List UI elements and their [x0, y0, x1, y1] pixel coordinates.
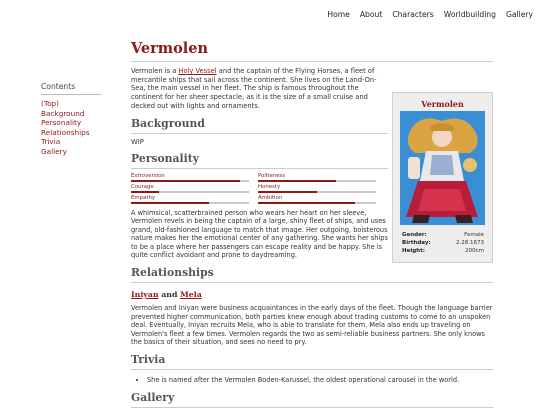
table-of-contents	[41, 82, 101, 157]
infobox-title: Vermolen	[421, 99, 464, 109]
trait-bar-fill	[258, 191, 317, 193]
trait-extroversion	[131, 173, 249, 182]
relationships-heading: Relationships	[131, 266, 493, 283]
trait-label: Honesty	[258, 183, 281, 190]
trait-bar-track	[131, 191, 249, 193]
trait-bar-fill	[258, 180, 336, 182]
nav-gallery[interactable]: Gallery	[505, 10, 533, 19]
trait-bar-fill	[131, 191, 159, 193]
relationship-text: Vermolen and Iniyan were business acquaintances in the early days of the fleet. Though the language barrier prevented higher communication, both parties knew enough about trading customs to come to an unspoken deal. Eventually, Iniyan recruits Mela, who is able to translate for them. Mela also ends up traveling on Vermolen's fleet a few times. Vermolen regards the two as semi-reliable business partners. She only knows the basics of their situation, and sees no need to pry.	[131, 304, 493, 347]
toc-item-background[interactable]: Background	[41, 108, 85, 118]
trivia-item: • She is named after the Vermolen Boden-Karussel, the oldest operational carousel in the world.	[147, 376, 493, 385]
trait-bar-track	[131, 180, 249, 182]
trait-label: Courage	[131, 183, 154, 190]
trivia-heading: Trivia	[131, 353, 493, 370]
trait-bar-track	[258, 202, 376, 204]
trivia-list	[131, 376, 493, 385]
toc-item-gallery[interactable]: Gallery	[41, 146, 67, 156]
toc-item-personality[interactable]: Personality	[41, 118, 82, 128]
trait-courage	[131, 184, 249, 193]
infobox-key: Gender:	[402, 232, 427, 238]
intro-text-end: and the captain of the Flying Horses, a fleet of mercantile ships that sail across the continent. She lives on the Land-On-Sea, the main vessel in her fleet. The ship is famous throughout the continent for her sheer spectacle, as it is the size of a small cruise and decked out with lights and ornaments.	[131, 67, 377, 110]
character-portrait-image[interactable]	[400, 111, 485, 225]
relationship-title	[131, 290, 493, 299]
nav-about[interactable]: About	[359, 10, 383, 19]
toc-item-relationships[interactable]: Relationships	[41, 127, 90, 137]
iniyan-link[interactable]: Iniyan	[131, 290, 159, 300]
toc-title: Contents	[41, 82, 101, 95]
page-title: Vermolen	[131, 40, 493, 62]
nav-characters[interactable]: Characters	[392, 10, 434, 19]
portrait-illustration	[400, 111, 485, 225]
infobox-value: Female	[464, 232, 484, 238]
trait-ambition	[258, 195, 376, 204]
trait-bar-fill	[131, 202, 209, 204]
infobox-key: Height:	[402, 248, 425, 254]
background-heading: Background	[131, 117, 388, 134]
trait-label: Extroversion	[131, 172, 165, 179]
infobox-value: 2.28.1673	[456, 240, 484, 246]
top-nav	[327, 10, 533, 19]
trait-label: Politeness	[258, 172, 286, 179]
trait-politeness	[258, 173, 376, 182]
gallery-heading: Gallery	[131, 391, 493, 408]
holy-vessel-link[interactable]: Holy Vessel	[178, 67, 217, 75]
trait-honesty	[258, 184, 376, 193]
mela-link[interactable]: Mela	[180, 290, 202, 300]
infobox-row-gender	[402, 232, 484, 238]
trait-bar-fill	[258, 202, 355, 204]
nav-worldbuilding[interactable]: Worldbuilding	[443, 10, 496, 19]
background-text: WIP	[131, 137, 144, 146]
personality-heading: Personality	[131, 152, 388, 169]
trait-bar-fill	[131, 180, 240, 182]
trait-bar-track	[258, 180, 376, 182]
infobox-row-birthday	[402, 240, 484, 246]
infobox-key: Birthday:	[402, 240, 431, 246]
toc-item-top[interactable]: (Top)	[41, 99, 60, 108]
intro-paragraph	[131, 67, 388, 111]
relationship-and: and	[158, 290, 181, 300]
nav-home[interactable]: Home	[327, 10, 350, 19]
infobox-row-height	[402, 248, 484, 254]
character-infobox	[392, 92, 493, 263]
trait-empathy	[131, 195, 249, 204]
intro-text-start: Vermolen is a	[131, 67, 179, 75]
trait-label: Ambition	[258, 194, 283, 201]
toc-item-trivia[interactable]: Trivia	[41, 137, 61, 147]
trait-bar-track	[258, 191, 376, 193]
infobox-value: 200cm	[465, 248, 484, 254]
trait-label: Empathy	[131, 194, 156, 201]
trait-bar-track	[131, 202, 249, 204]
personality-text: A whimsical, scatterbrained person who wears her heart on her sleeve, Vermolen revels in being the captain of a large, shiny fleet of ships, and uses grand, old-fashioned language to match that image. Her outgoing, boisterous nature makes her the emotional center of any gathering. She wants her ships to be a place where her passengers can escape reality and be happy. She is quite conflict avoidant and prone to daydreaming.	[131, 208, 388, 260]
